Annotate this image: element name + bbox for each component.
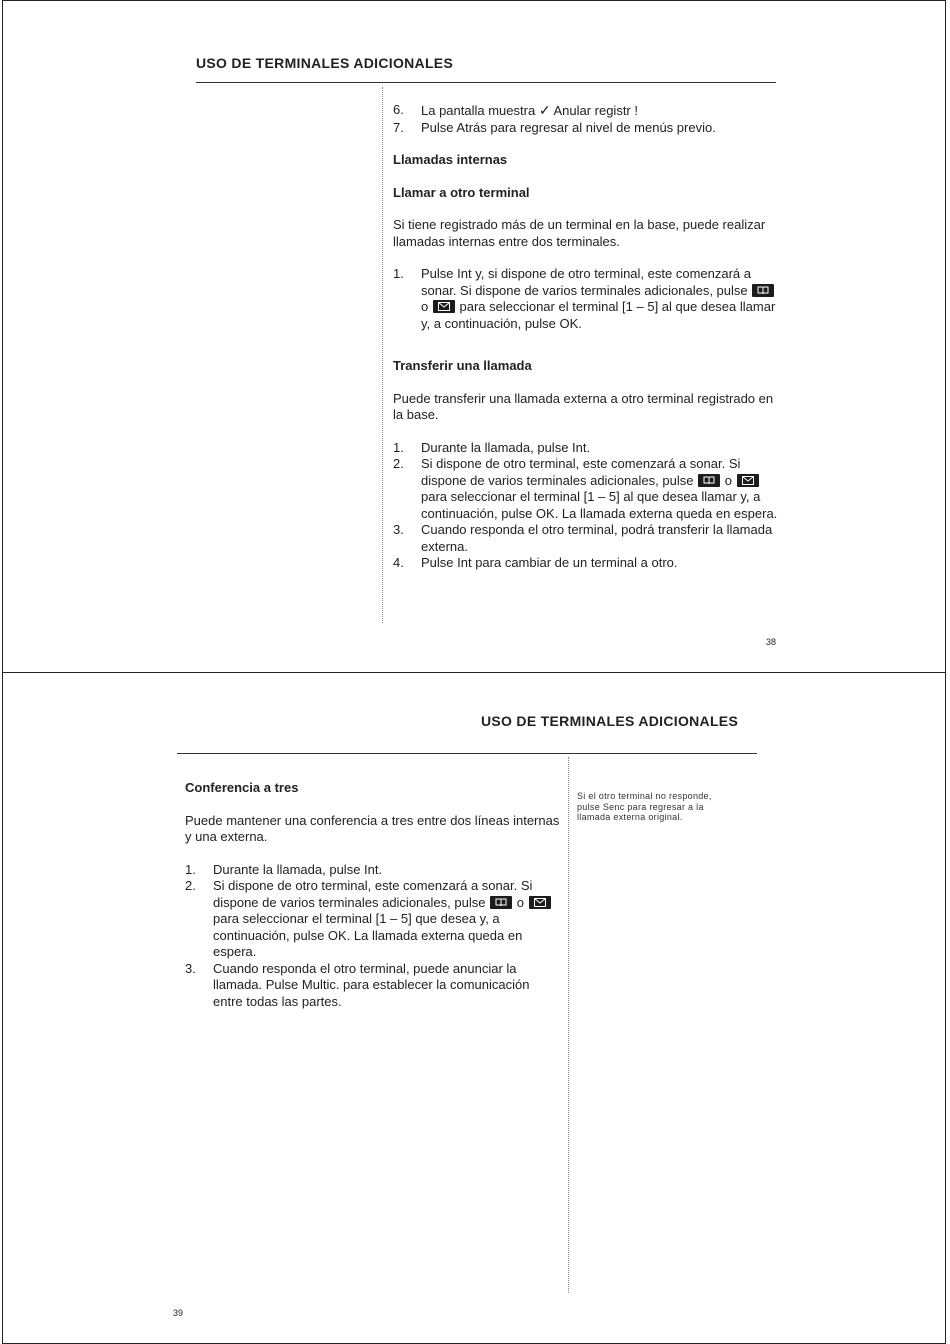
main-column	[393, 102, 778, 572]
steps-list-conference	[185, 862, 560, 1011]
paragraph: Puede transferir una llamada externa a otro terminal registrado en la base.	[393, 390, 774, 422]
steps-list-top	[393, 102, 778, 136]
header-rule	[196, 82, 776, 83]
section-title-transfer: Transferir una llamada	[393, 358, 532, 373]
side-note: Si el otro terminal no responde, pulse Senc para regresar a la llamada externa original.	[577, 791, 712, 822]
list-item: 7. Pulse Atrás para regresar al nivel de menús previo.	[393, 119, 716, 135]
steps-list-transfer	[393, 440, 778, 572]
list-item: 2. Si dispone de otro terminal, este comenzará a sonar. Si dispone de varios terminales adicionales, pulse o para seleccionar el terminal [1 – 5] al que desea llamar y, a continuación, pulse OK. La llamada externa queda en espera.	[393, 456, 778, 521]
envelope-key-icon	[433, 300, 455, 313]
main-column	[185, 780, 560, 1010]
paragraph: Si tiene registrado más de un terminal en la base, puede realizar llamadas internas entre dos terminales.	[393, 217, 766, 249]
phonebook-key-icon	[752, 284, 774, 297]
steps-list-internal	[393, 266, 778, 332]
section-title-conference: Conferencia a tres	[185, 780, 299, 795]
page-header-title: USO DE TERMINALES ADICIONALES	[196, 55, 454, 71]
column-divider	[382, 87, 383, 623]
manual-page-38	[2, 0, 946, 672]
checkmark-icon: ✓	[538, 102, 551, 118]
manual-page-39	[2, 672, 946, 1344]
paragraph: Puede mantener una conferencia a tres entre dos líneas internas y una externa.	[185, 812, 560, 844]
envelope-key-icon	[529, 896, 551, 909]
phonebook-key-icon	[698, 474, 720, 487]
page-number: 39	[173, 1308, 184, 1318]
list-item: 3. Cuando responda el otro terminal, podrá transferir la llamada externa.	[393, 522, 773, 554]
list-item: 1. Durante la llamada, pulse Int.	[393, 439, 591, 455]
page-header-title: USO DE TERMINALES ADICIONALES	[481, 713, 739, 729]
subsection-title-call-terminal: Llamar a otro terminal	[393, 184, 530, 200]
column-divider	[568, 757, 569, 1293]
header-rule	[177, 753, 757, 754]
page-number: 38	[766, 637, 777, 647]
list-item: 1. Durante la llamada, pulse Int.	[185, 861, 383, 877]
list-item: 2. Si dispone de otro terminal, este comenzará a sonar. Si dispone de varios terminales adicionales, pulse o para seleccionar el terminal [1 – 5] que desea y, a continuación, pulse OK. La llamada externa queda en espera.	[185, 878, 560, 961]
list-item: 3. Cuando responda el otro terminal, puede anunciar la llamada. Pulse Multic. para establecer la comunicación entre todas las partes.	[185, 960, 530, 1009]
list-item: 1. Pulse Int y, si dispone de otro terminal, este comenzará a sonar. Si dispone de varios terminales adicionales, pulse o para seleccionar el terminal [1 – 5] al que desea llamar y, a continuación, pulse OK.	[393, 266, 776, 331]
section-title-internal-calls: Llamadas internas	[393, 152, 508, 167]
list-item: 4. Pulse Int para cambiar de un terminal a otro.	[393, 555, 678, 570]
list-item: 6. La pantalla muestra ✓ Anular registr !	[393, 102, 638, 118]
envelope-key-icon	[737, 474, 759, 487]
phonebook-key-icon	[490, 896, 512, 909]
